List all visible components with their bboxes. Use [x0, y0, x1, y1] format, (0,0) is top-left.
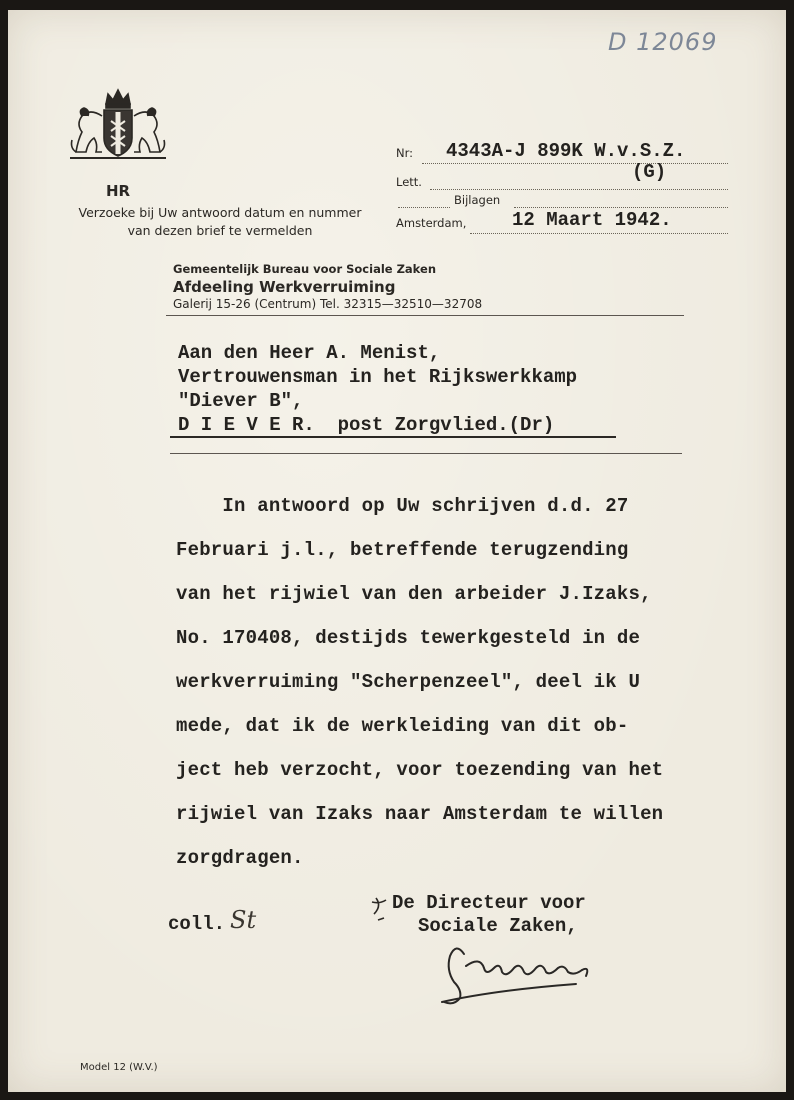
body-line: van het rijwiel van den arbeider J.Izaks,: [176, 583, 652, 605]
coll-label: coll.: [168, 913, 226, 935]
body-line: mede, dat ik de werkleiding van dit ob-: [176, 715, 629, 737]
address-divider: [170, 453, 682, 454]
archive-number: D 12069: [608, 28, 718, 56]
recipient-underline: [170, 436, 616, 438]
department-address: Galerij 15-26 (Centrum) Tel. 32315—32510—32708: [173, 297, 483, 311]
body-line: werkverruiming "Scherpenzeel", deel ik U: [176, 671, 641, 693]
body-line: In antwoord op Uw schrijven d.d. 27: [176, 495, 629, 517]
body-line: zorgdragen.: [176, 847, 304, 869]
coat-of-arms-icon: [68, 86, 168, 164]
signatory-title-2: Sociale Zaken,: [418, 915, 578, 937]
date-dots: [470, 232, 728, 234]
body-line: rijwiel van Izaks naar Amsterdam te willen: [176, 803, 664, 825]
body-line: No. 170408, destijds tewerkgesteld in de: [176, 627, 641, 649]
header-divider: [166, 315, 684, 316]
signature-icon: [436, 936, 606, 1010]
recipient-line-1: Aan den Heer A. Menist,: [178, 342, 441, 364]
department-division: Afdeeling Werkverruiming: [173, 278, 396, 296]
form-model-number: Model 12 (W.V.): [80, 1062, 158, 1073]
bijlagen-dots-left: [398, 206, 450, 208]
letter-date: 12 Maart 1942.: [512, 209, 672, 231]
coll-initials: St: [230, 906, 257, 934]
nr-label: Nr:: [396, 146, 414, 160]
lett-dots: [430, 188, 728, 190]
reply-instruction: Verzoeke bij Uw antwoord datum en nummer van dezen brief te vermelden: [78, 205, 362, 238]
body-line: ject heb verzocht, voor toezending van het: [176, 759, 664, 781]
bijlagen-dots-right: [514, 206, 728, 208]
recipient-line-3: "Diever B",: [178, 390, 304, 412]
recipient-line-4: D I E V E R. post Zorgvlied.(Dr): [178, 414, 555, 436]
nr-dots: [422, 162, 728, 164]
letter-page: [8, 10, 786, 1092]
lett-label: Lett.: [396, 175, 422, 189]
place-label: Amsterdam,: [396, 216, 467, 230]
lett-value: (G): [632, 161, 667, 183]
hr-monogram: HR: [106, 182, 131, 200]
signatory-title-1: De Directeur voor: [392, 892, 586, 914]
bijlagen-label: Bijlagen: [454, 193, 501, 207]
reference-number: 4343A-J 899K W.v.S.Z.: [446, 140, 686, 162]
department-name: Gemeentelijk Bureau voor Sociale Zaken: [173, 262, 437, 276]
body-line: Februari j.l., betreffende terugzending: [176, 539, 629, 561]
recipient-line-2: Vertrouwensman in het Rijkswerkkamp: [178, 366, 578, 388]
